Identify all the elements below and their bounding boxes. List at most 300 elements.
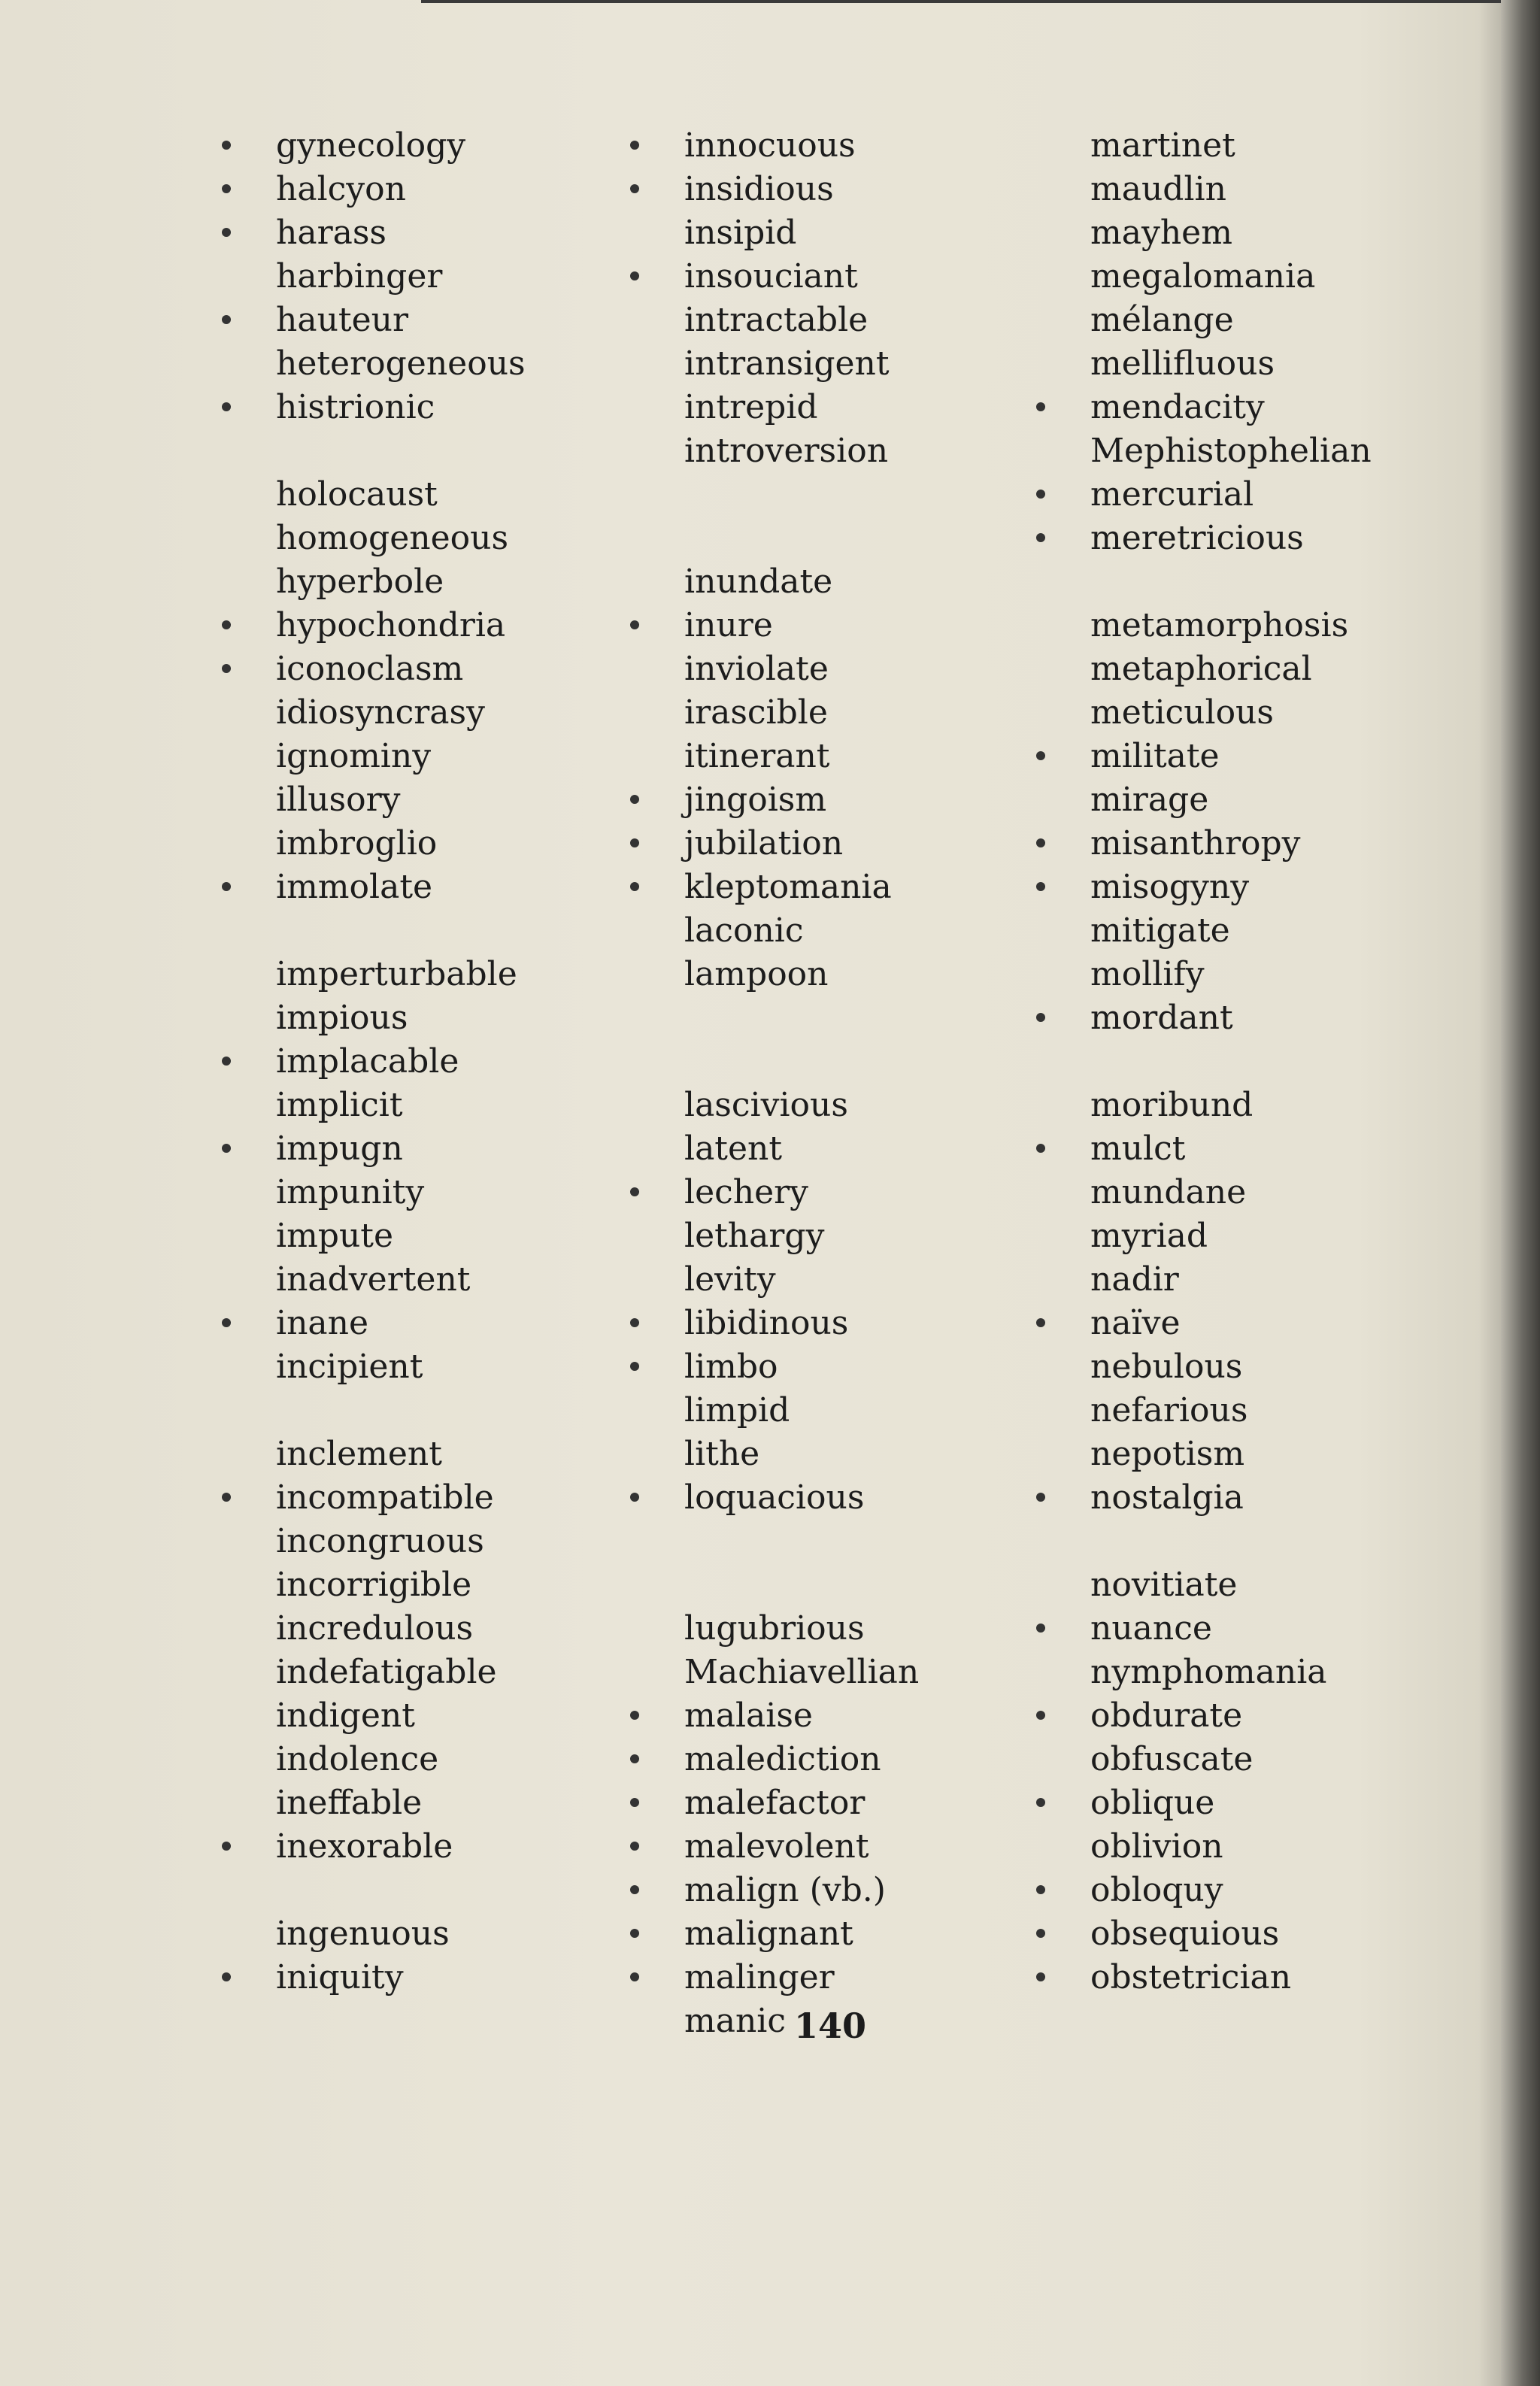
word-entry xyxy=(630,822,1081,866)
word-text: novitiate xyxy=(1090,1566,1238,1604)
word-entry xyxy=(1036,1825,1487,1869)
word-text: lithe xyxy=(684,1435,760,1473)
bullet-marker-icon xyxy=(222,184,231,193)
word-entry xyxy=(630,299,1081,342)
bullet-marker-icon xyxy=(630,1842,639,1851)
word-text: intransigent xyxy=(684,344,890,383)
group-spacer xyxy=(630,517,1081,560)
word-entry xyxy=(1036,604,1487,647)
word-text: indefatigable xyxy=(276,1653,497,1691)
word-entry xyxy=(1036,1389,1487,1433)
word-entry xyxy=(630,1738,1081,1781)
word-text: Mephistophelian xyxy=(1090,432,1372,470)
word-text: meretricious xyxy=(1090,519,1304,557)
word-entry xyxy=(1036,211,1487,255)
group-spacer xyxy=(222,1389,673,1433)
word-text: incorrigible xyxy=(276,1566,472,1604)
word-entry xyxy=(630,604,1081,647)
word-entry xyxy=(630,1302,1081,1345)
word-entry xyxy=(630,1476,1081,1520)
word-text: inclement xyxy=(276,1435,442,1473)
word-entry xyxy=(1036,866,1487,909)
word-text: meticulous xyxy=(1090,693,1274,732)
bullet-marker-icon xyxy=(630,1972,639,1981)
word-text: oblique xyxy=(1090,1784,1215,1822)
word-entry xyxy=(1036,1607,1487,1651)
bullet-marker-icon xyxy=(1036,1929,1045,1938)
word-text: hypochondria xyxy=(276,606,506,644)
bullet-marker-icon xyxy=(630,1711,639,1720)
word-entry xyxy=(222,211,673,255)
word-entry xyxy=(630,342,1081,386)
group-spacer xyxy=(222,429,673,473)
word-text: mirage xyxy=(1090,781,1209,819)
word-text: nepotism xyxy=(1090,1435,1245,1473)
word-text: kleptomania xyxy=(684,868,892,906)
word-entry xyxy=(630,1389,1081,1433)
bullet-marker-icon xyxy=(1036,490,1045,499)
word-text: jubilation xyxy=(684,824,844,863)
word-text: nymphomania xyxy=(1090,1653,1327,1691)
word-entry xyxy=(630,1345,1081,1389)
word-entry xyxy=(1036,255,1487,299)
word-entry xyxy=(630,1127,1081,1171)
bullet-marker-icon xyxy=(1036,1318,1045,1327)
word-entry xyxy=(222,1476,673,1520)
word-text: inexorable xyxy=(276,1827,453,1866)
word-text: naïve xyxy=(1090,1304,1181,1342)
bullet-marker-icon xyxy=(222,664,231,673)
word-text: hyperbole xyxy=(276,562,444,601)
word-text: jingoism xyxy=(684,781,827,819)
word-text: incipient xyxy=(276,1348,423,1386)
word-entry xyxy=(630,1912,1081,1956)
word-text: histrionic xyxy=(276,388,435,426)
word-entry xyxy=(222,1084,673,1127)
word-entry xyxy=(630,1433,1081,1476)
word-entry xyxy=(222,1520,673,1563)
word-entry xyxy=(1036,429,1487,473)
word-text: misogyny xyxy=(1090,868,1250,906)
group-spacer xyxy=(1036,560,1487,604)
word-text: idiosyncrasy xyxy=(276,693,485,732)
word-text: halcyon xyxy=(276,170,406,208)
word-entry xyxy=(1036,1084,1487,1127)
bullet-marker-icon xyxy=(222,402,231,411)
word-text: obsequious xyxy=(1090,1915,1280,1953)
word-entry xyxy=(630,909,1081,953)
word-text: malign (vb.) xyxy=(684,1871,886,1909)
word-entry xyxy=(1036,778,1487,822)
word-entry xyxy=(630,1781,1081,1825)
word-text: militate xyxy=(1090,737,1220,775)
word-entry xyxy=(630,124,1081,168)
word-text: martinet xyxy=(1090,126,1235,165)
word-entry xyxy=(630,691,1081,735)
word-entry xyxy=(222,1040,673,1084)
word-text: mordant xyxy=(1090,999,1233,1037)
word-entry xyxy=(222,866,673,909)
bullet-marker-icon xyxy=(630,620,639,629)
word-text: immolate xyxy=(276,868,433,906)
word-text: heterogeneous xyxy=(276,344,526,383)
bullet-marker-icon xyxy=(1036,533,1045,542)
word-entry xyxy=(630,560,1081,604)
bullet-marker-icon xyxy=(630,141,639,150)
word-entry xyxy=(1036,1781,1487,1825)
word-entry xyxy=(1036,124,1487,168)
word-text: hauteur xyxy=(276,301,408,339)
word-entry xyxy=(1036,1956,1487,1999)
word-column-2 xyxy=(630,124,1081,2043)
word-text: illusory xyxy=(276,781,401,819)
word-text: lampoon xyxy=(684,955,829,993)
word-entry xyxy=(222,124,673,168)
word-text: malinger xyxy=(684,1958,835,1996)
word-entry xyxy=(630,1258,1081,1302)
word-entry xyxy=(222,1607,673,1651)
word-text: impious xyxy=(276,999,408,1037)
word-entry xyxy=(1036,735,1487,778)
group-spacer xyxy=(630,1040,1081,1084)
word-text: malediction xyxy=(684,1740,881,1778)
word-entry xyxy=(630,1651,1081,1694)
word-text: lugubrious xyxy=(684,1609,865,1648)
bullet-marker-icon xyxy=(1036,1711,1045,1720)
bullet-marker-icon xyxy=(630,795,639,804)
word-entry xyxy=(1036,691,1487,735)
word-entry xyxy=(1036,342,1487,386)
word-text: malevolent xyxy=(684,1827,869,1866)
word-text: homogeneous xyxy=(276,519,509,557)
word-entry xyxy=(222,1912,673,1956)
bullet-marker-icon xyxy=(630,1929,639,1938)
word-text: malefactor xyxy=(684,1784,865,1822)
word-text: nebulous xyxy=(1090,1348,1243,1386)
word-entry xyxy=(630,429,1081,473)
word-text: nefarious xyxy=(1090,1391,1248,1429)
word-text: libidinous xyxy=(684,1304,849,1342)
word-text: lascivious xyxy=(684,1086,848,1124)
word-text: insidious xyxy=(684,170,834,208)
word-text: mollify xyxy=(1090,955,1205,993)
word-text: impugn xyxy=(276,1129,403,1168)
word-entry xyxy=(222,1433,673,1476)
word-entry xyxy=(222,342,673,386)
bullet-marker-icon xyxy=(222,1842,231,1851)
group-spacer xyxy=(630,473,1081,517)
word-text: irascible xyxy=(684,693,828,732)
bullet-marker-icon xyxy=(222,1318,231,1327)
word-entry xyxy=(1036,1345,1487,1389)
word-text: insouciant xyxy=(684,257,858,296)
group-spacer xyxy=(630,996,1081,1040)
word-text: moribund xyxy=(1090,1086,1254,1124)
word-entry xyxy=(630,778,1081,822)
word-entry xyxy=(1036,1912,1487,1956)
word-entry xyxy=(222,1825,673,1869)
word-entry xyxy=(1036,517,1487,560)
word-entry xyxy=(222,953,673,996)
word-text: incredulous xyxy=(276,1609,474,1648)
word-entry xyxy=(630,866,1081,909)
word-text: malaise xyxy=(684,1696,813,1735)
word-entry xyxy=(1036,996,1487,1040)
word-entry xyxy=(222,778,673,822)
bullet-marker-icon xyxy=(1036,1013,1045,1022)
word-text: misanthropy xyxy=(1090,824,1301,863)
word-text: levity xyxy=(684,1260,776,1299)
word-text: indolence xyxy=(276,1740,439,1778)
word-entry xyxy=(630,735,1081,778)
word-entry xyxy=(222,1956,673,1999)
word-entry xyxy=(1036,647,1487,691)
bullet-marker-icon xyxy=(630,1362,639,1371)
word-entry xyxy=(1036,909,1487,953)
bullet-marker-icon xyxy=(1036,838,1045,847)
word-entry xyxy=(1036,1476,1487,1520)
word-text: mayhem xyxy=(1090,214,1232,252)
word-text: itinerant xyxy=(684,737,830,775)
word-text: maudlin xyxy=(1090,170,1226,208)
word-entry xyxy=(1036,953,1487,996)
word-entry xyxy=(222,1781,673,1825)
word-entry xyxy=(222,255,673,299)
bullet-marker-icon xyxy=(630,1187,639,1196)
word-text: loquacious xyxy=(684,1478,865,1517)
word-text: intractable xyxy=(684,301,869,339)
word-text: limpid xyxy=(684,1391,790,1429)
bullet-marker-icon xyxy=(630,1754,639,1763)
word-entry xyxy=(222,1738,673,1781)
word-text: introversion xyxy=(684,432,889,470)
bullet-marker-icon xyxy=(1036,882,1045,891)
bullet-marker-icon xyxy=(630,838,639,847)
word-text: obstetrician xyxy=(1090,1958,1292,1996)
word-entry xyxy=(222,1651,673,1694)
word-entry xyxy=(630,211,1081,255)
word-entry xyxy=(1036,473,1487,517)
word-entry xyxy=(222,386,673,429)
word-text: manic xyxy=(684,2002,787,2040)
word-entry xyxy=(630,168,1081,211)
word-entry xyxy=(222,1694,673,1738)
word-entry xyxy=(222,735,673,778)
word-text: mundane xyxy=(1090,1173,1247,1211)
word-text: limbo xyxy=(684,1348,778,1386)
bullet-marker-icon xyxy=(1036,1798,1045,1807)
word-text: mercurial xyxy=(1090,475,1254,514)
word-entry xyxy=(1036,299,1487,342)
word-text: iniquity xyxy=(276,1958,404,1996)
word-text: mitigate xyxy=(1090,911,1230,950)
bullet-marker-icon xyxy=(1036,402,1045,411)
word-text: ineffable xyxy=(276,1784,423,1822)
word-text: inviolate xyxy=(684,650,829,688)
word-text: metaphorical xyxy=(1090,650,1312,688)
word-text: holocaust xyxy=(276,475,438,514)
bullet-marker-icon xyxy=(1036,1493,1045,1502)
bullet-marker-icon xyxy=(222,1057,231,1066)
word-entry xyxy=(222,691,673,735)
word-entry xyxy=(222,647,673,691)
word-text: mellifluous xyxy=(1090,344,1275,383)
word-text: lechery xyxy=(684,1173,809,1211)
bullet-marker-icon xyxy=(630,1318,639,1327)
word-text: lethargy xyxy=(684,1217,825,1255)
word-entry xyxy=(1036,168,1487,211)
word-text: implicit xyxy=(276,1086,403,1124)
word-entry xyxy=(222,473,673,517)
word-entry xyxy=(1036,1651,1487,1694)
word-text: nadir xyxy=(1090,1260,1179,1299)
word-entry xyxy=(222,604,673,647)
word-entry xyxy=(222,168,673,211)
word-text: harass xyxy=(276,214,387,252)
word-text: incongruous xyxy=(276,1522,484,1560)
word-text: innocuous xyxy=(684,126,856,165)
word-entry xyxy=(630,1825,1081,1869)
bullet-marker-icon xyxy=(1036,1885,1045,1894)
word-entry xyxy=(222,1345,673,1389)
bullet-marker-icon xyxy=(222,1493,231,1502)
word-text: imbroglio xyxy=(276,824,438,863)
word-column-1 xyxy=(222,124,673,1999)
word-entry xyxy=(630,386,1081,429)
bullet-marker-icon xyxy=(1036,751,1045,760)
word-entry xyxy=(1036,1214,1487,1258)
word-entry xyxy=(630,1694,1081,1738)
word-entry xyxy=(630,1084,1081,1127)
page-top-edge xyxy=(421,0,1504,3)
bullet-marker-icon xyxy=(222,882,231,891)
word-text: ingenuous xyxy=(276,1915,450,1953)
word-text: mélange xyxy=(1090,301,1234,339)
word-text: oblivion xyxy=(1090,1827,1223,1866)
word-text: malignant xyxy=(684,1915,853,1953)
word-text: implacable xyxy=(276,1042,459,1081)
word-text: obfuscate xyxy=(1090,1740,1254,1778)
word-text: metamorphosis xyxy=(1090,606,1349,644)
word-text: ignominy xyxy=(276,737,432,775)
word-text: gynecology xyxy=(276,126,466,165)
bullet-marker-icon xyxy=(222,141,231,150)
word-text: mendacity xyxy=(1090,388,1265,426)
word-text: obdurate xyxy=(1090,1696,1243,1735)
word-text: obloquy xyxy=(1090,1871,1223,1909)
word-entry xyxy=(222,1171,673,1214)
word-text: incompatible xyxy=(276,1478,494,1517)
word-entry xyxy=(222,560,673,604)
bullet-marker-icon xyxy=(222,228,231,237)
word-entry xyxy=(1036,1302,1487,1345)
word-text: myriad xyxy=(1090,1217,1208,1255)
word-text: impunity xyxy=(276,1173,425,1211)
word-entry xyxy=(630,647,1081,691)
word-text: insipid xyxy=(684,214,797,252)
bullet-marker-icon xyxy=(222,620,231,629)
bullet-marker-icon xyxy=(222,315,231,324)
word-entry xyxy=(1036,386,1487,429)
word-entry xyxy=(222,822,673,866)
word-entry xyxy=(1036,1258,1487,1302)
bullet-marker-icon xyxy=(1036,1144,1045,1153)
word-text: inure xyxy=(684,606,773,644)
word-entry xyxy=(1036,1869,1487,1912)
word-text: inadvertent xyxy=(276,1260,471,1299)
word-text: iconoclasm xyxy=(276,650,464,688)
word-entry xyxy=(222,299,673,342)
page-number: 140 xyxy=(794,2006,867,2046)
word-entry xyxy=(1036,1433,1487,1476)
word-entry xyxy=(222,1563,673,1607)
word-text: inundate xyxy=(684,562,833,601)
word-entry xyxy=(630,953,1081,996)
group-spacer xyxy=(630,1520,1081,1563)
word-entry xyxy=(630,1869,1081,1912)
word-text: nuance xyxy=(1090,1609,1212,1648)
word-entry xyxy=(1036,1171,1487,1214)
word-entry xyxy=(222,1127,673,1171)
bullet-marker-icon xyxy=(630,1493,639,1502)
word-entry xyxy=(222,1258,673,1302)
word-text: harbinger xyxy=(276,257,443,296)
bullet-marker-icon xyxy=(630,882,639,891)
bullet-marker-icon xyxy=(630,1885,639,1894)
word-entry xyxy=(630,1956,1081,1999)
word-entry xyxy=(630,1607,1081,1651)
bullet-marker-icon xyxy=(1036,1972,1045,1981)
word-text: Machiavellian xyxy=(684,1653,920,1691)
word-text: mulct xyxy=(1090,1129,1186,1168)
word-entry xyxy=(1036,1127,1487,1171)
group-spacer xyxy=(630,1563,1081,1607)
word-text: latent xyxy=(684,1129,783,1168)
word-text: imperturbable xyxy=(276,955,517,993)
word-entry xyxy=(630,255,1081,299)
word-entry xyxy=(630,1171,1081,1214)
group-spacer xyxy=(1036,1520,1487,1563)
word-text: indigent xyxy=(276,1696,415,1735)
word-text: megalomania xyxy=(1090,257,1316,296)
word-column-3 xyxy=(1036,124,1487,1999)
word-entry xyxy=(222,517,673,560)
word-entry xyxy=(1036,1738,1487,1781)
word-entry xyxy=(1036,1694,1487,1738)
bullet-marker-icon xyxy=(222,1972,231,1981)
group-spacer xyxy=(222,909,673,953)
bullet-marker-icon xyxy=(630,271,639,280)
group-spacer xyxy=(1036,1040,1487,1084)
bullet-marker-icon xyxy=(1036,1624,1045,1633)
word-text: inane xyxy=(276,1304,369,1342)
word-entry xyxy=(1036,1563,1487,1607)
word-text: intrepid xyxy=(684,388,818,426)
bullet-marker-icon xyxy=(630,184,639,193)
word-text: laconic xyxy=(684,911,804,950)
word-entry xyxy=(1036,822,1487,866)
book-spine-shadow xyxy=(1501,0,1540,2386)
word-text: impute xyxy=(276,1217,394,1255)
bullet-marker-icon xyxy=(222,1144,231,1153)
word-entry xyxy=(222,996,673,1040)
group-spacer xyxy=(222,1869,673,1912)
word-entry xyxy=(222,1302,673,1345)
word-entry xyxy=(630,1214,1081,1258)
word-entry xyxy=(222,1214,673,1258)
word-text: nostalgia xyxy=(1090,1478,1244,1517)
bullet-marker-icon xyxy=(630,1798,639,1807)
